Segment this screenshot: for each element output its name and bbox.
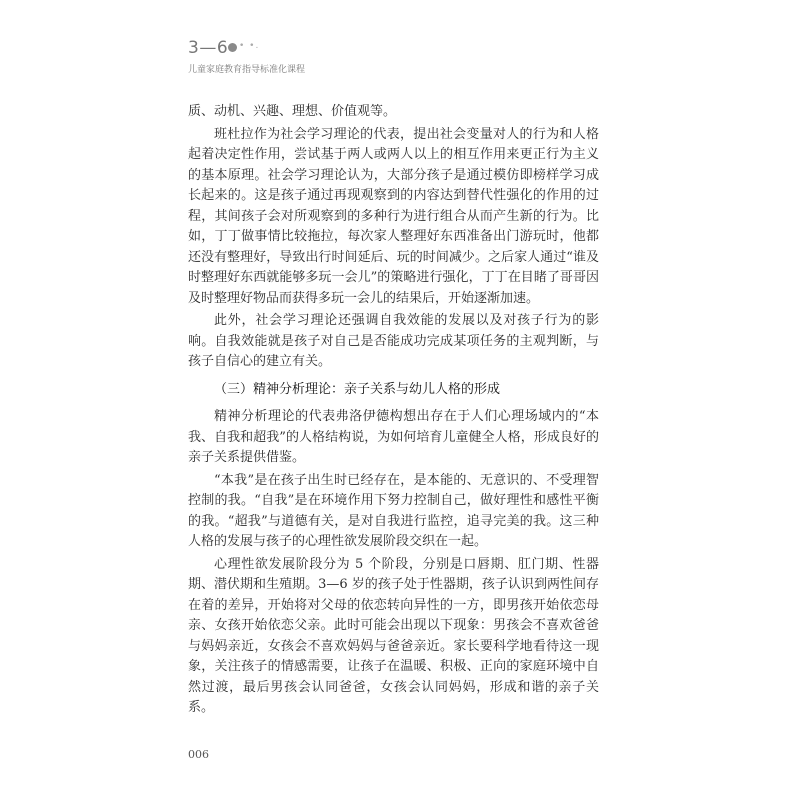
paragraph-bandura: 班杜拉作为社会学习理论的代表，提出社会变量对人的行为和人格起着决定性作用，尝试基于两人或两人以上的相互作用来更正行为主义的基本原理。社会学习理论认为，大部分孩子是通过模仿即榜样学习成长起来的。这是孩子通过再现观察到的内容达到替代性强化的作用的过程，其间孩子会对所观察到的多种行为进行组合从而产生新的行为。比如，丁丁做事情比较拖拉，每次家人整理好东西准备出门游玩时，他都还没有整理好，导致出行时间延后、玩的时间减少。之后家人通过“谁及时整理好东西就能够多玩一会儿”的策略进行强化，丁丁在目睹了哥哥因及时整理好物品而获得多玩一会儿的结果后，开始逐渐加速。: [188, 126, 599, 306]
logo-dots: • •.: [239, 41, 260, 51]
page-number: 006: [188, 748, 209, 761]
section-heading: （三）精神分析理论：亲子关系与幼儿人格的形成: [214, 381, 501, 397]
body-text: [188, 102, 599, 719]
paragraph-freud: 精神分析理论的代表弗洛伊德构想出存在于人们心理场域内的“本我、自我和超我”的人格结构说，为如何培育儿童健全人格，形成良好的亲子关系提供借鉴。: [188, 409, 599, 465]
paragraph-psychosexual-stages: 心理性欲发展阶段分为 5 个阶段，分别是口唇期、肛门期、性器期、潜伏期和生殖期。3—6 岁的孩子处于性器期，孩子认识到两性间存在着的差异，开始将对父母的依恋转向异性的一方，即男孩开始依恋母亲、女孩开始依恋父亲。此时可能会出现以下现象：男孩会不喜欢爸爸与妈妈亲近，女孩会不喜欢妈妈与爸爸亲近。家长要科学地看待这一现象，关注孩子的情感需要，让孩子在温暖、积极、正向的家庭环境中自然过渡，最后男孩会认同爸爸，女孩会认同妈妈，形成和谐的亲子关系。: [188, 556, 599, 715]
paragraph-id-ego-superego: “本我”是在孩子出生时已经存在，是本能的、无意识的、不受理智控制的我。“自我”是在环境作用下努力控制自己，做好理性和感性平衡的我。“超我”与道德有关，是对自我进行监控，追寻完美的我。这三种人格的发展与孩子的心理性欲发展阶段交织在一起。: [188, 472, 599, 549]
paragraph-self-efficacy: 此外，社会学习理论还强调自我效能的发展以及对孩子行为的影响。自我效能就是孩子对自己是否能成功完成某项任务的主观判断，与孩子自信心的建立有关。: [188, 313, 599, 369]
series-subtitle: 儿童家庭教育指导标准化课程: [188, 65, 306, 75]
logo-circle-mark: [228, 43, 237, 52]
paragraph-continuation: 质、动机、兴趣、理想、价值观等。: [188, 104, 397, 119]
series-logo: 3—6: [188, 38, 229, 58]
running-header: [188, 38, 488, 78]
